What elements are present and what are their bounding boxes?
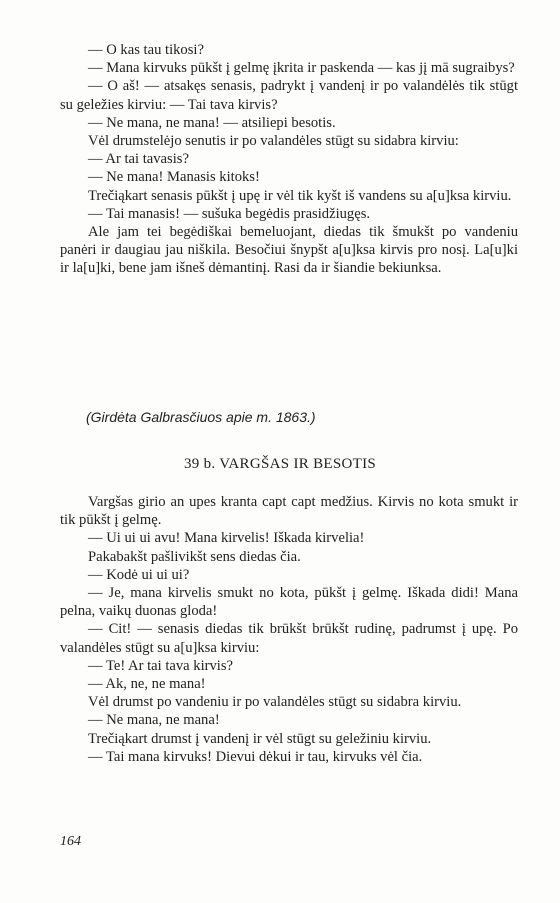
paragraph: — Tai mana kirvuks! Dievui dėkui ir tau, kirvuks vėl čia. xyxy=(88,748,423,765)
paragraph: Trečiąkart drumst į vandenį ir vėl stūgt su geležiniu kirviu. xyxy=(88,730,432,747)
paragraph: Trečiąkart senasis pūkšt į upę ir vėl tik kyšt iš vandens su a[u]ksa kirviu. xyxy=(88,187,512,204)
paragraph: — Te! Ar tai tava kirvis? xyxy=(88,657,234,674)
source-note: (Girdėta Galbrasčiuos apie m. 1863.) xyxy=(86,409,316,425)
paragraph: — Cit! — senasis diedas tik brūkšt brūkšt rudinę, padrumst į upę. Po valandėles stūgt su a[u]ksa kirviu: xyxy=(60,621,518,656)
paragraph: — O kas tau tikosi? xyxy=(88,42,204,58)
story-continuation-text xyxy=(60,41,518,278)
paragraph: Pakabakšt pašlivikšt sens diedas čia. xyxy=(88,548,301,565)
paragraph: Ale jam tei begėdiškai bemeluojant, diedas tik šmukšt po vandeniu panėri ir daugiau jau niškila. Besočiui šnypšt a[u]ksa kirvis pro nosį. La[u]ki ir la[u]ki, bene jam išneš dėmantinį. Rasi da ir šiandie bekiunksa. xyxy=(60,224,518,277)
section-title: 39 b. VARGŠAS IR BESOTIS xyxy=(183,456,377,472)
paragraph: — Ne mana, ne mana! — atsiliepi besotis. xyxy=(88,114,336,131)
paragraph: — Mana kirvuks pūkšt į gelmę įkrita ir paskenda — kas jį mā sugraibys? xyxy=(88,60,515,77)
paragraph: — Je, mana kirvelis smukt no kota, pūkšt į gelmę. Iškada didi! Mana pelna, vaikų duonas gloda! xyxy=(60,585,518,620)
paragraph: Vargšas girio an upes kranta capt capt medžius. Kirvis no kota smukt ir tik pūkšt į gelmę. xyxy=(60,494,518,529)
paragraph: — O aš! — atsakęs senasis, padrykt į vandenį ir po valandėlės tik stūgt su geležies kirviu: — Tai tava kirvis? xyxy=(60,78,518,113)
page-number: 164 xyxy=(60,834,81,849)
story-text xyxy=(60,493,518,766)
paragraph: — Ne mana, ne mana! xyxy=(88,712,220,729)
paragraph: — Ne mana! Manasis kitoks! xyxy=(88,169,260,186)
paragraph: — Ui ui ui avu! Mana kirvelis! Iškada kirvelia! xyxy=(88,530,365,547)
paragraph: — Ak, ne, ne mana! xyxy=(88,676,206,693)
paragraph: Vėl drumstelėjo senutis ir po valandėles stūgt su sidabra kirviu: xyxy=(88,133,459,150)
paragraph: — Ar tai tavasis? xyxy=(88,151,189,168)
paragraph: — Tai manasis! — sušuka begėdis prasidžiugęs. xyxy=(88,205,371,222)
paragraph: Vėl drumst po vandeniu ir po valandėles stūgt su sidabra kirviu. xyxy=(88,694,462,711)
paragraph: — Kodė ui ui ui? xyxy=(88,566,190,583)
